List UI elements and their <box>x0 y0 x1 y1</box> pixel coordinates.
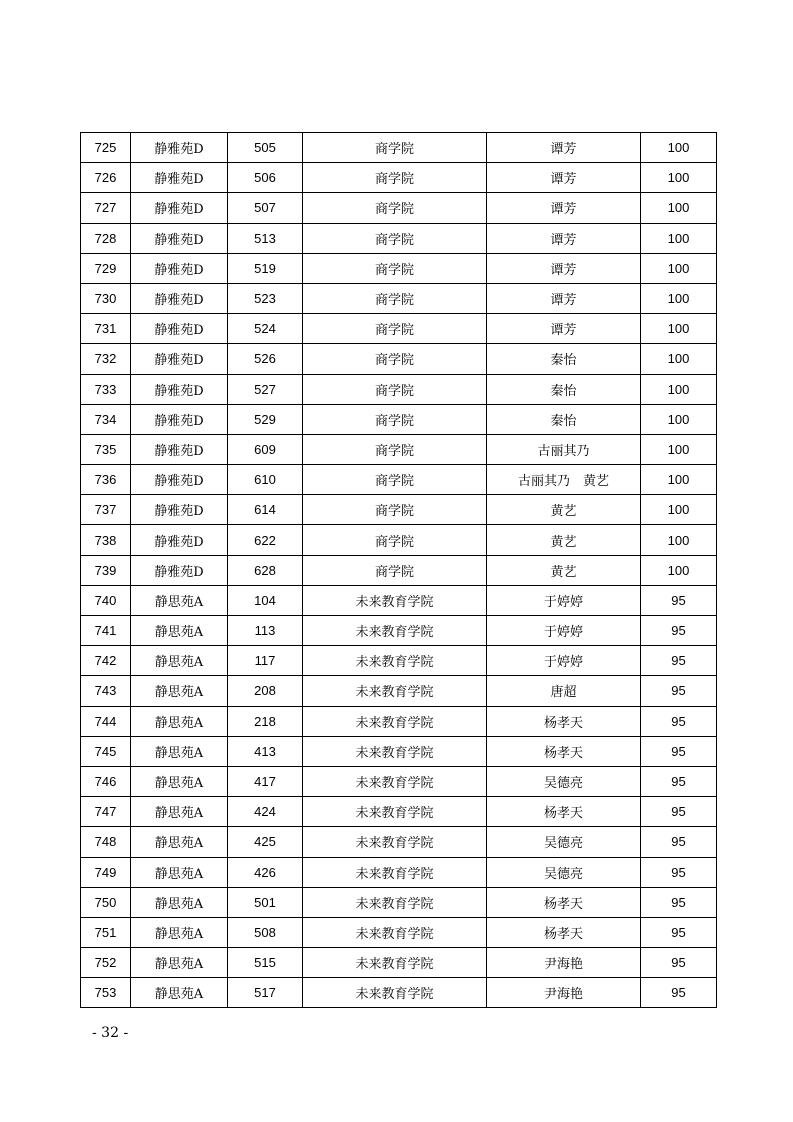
building-cell: 静思苑A <box>131 827 228 857</box>
serial-number-cell: 752 <box>81 948 131 978</box>
serial-number-cell: 729 <box>81 253 131 283</box>
college-cell: 未来教育学院 <box>303 917 487 947</box>
dormitory-score-table <box>80 132 717 1008</box>
score-cell: 95 <box>641 948 717 978</box>
room-number-cell: 104 <box>228 585 303 615</box>
score-cell: 100 <box>641 344 717 374</box>
room-number-cell: 524 <box>228 314 303 344</box>
table-row <box>81 163 717 193</box>
building-cell: 静思苑A <box>131 676 228 706</box>
building-cell: 静雅苑D <box>131 283 228 313</box>
building-cell: 静雅苑D <box>131 434 228 464</box>
counselor-cell: 杨孝天 <box>487 706 641 736</box>
college-cell: 商学院 <box>303 283 487 313</box>
college-cell: 商学院 <box>303 223 487 253</box>
counselor-cell: 谭芳 <box>487 253 641 283</box>
serial-number-cell: 728 <box>81 223 131 253</box>
score-cell: 100 <box>641 133 717 163</box>
building-cell: 静雅苑D <box>131 465 228 495</box>
serial-number-cell: 731 <box>81 314 131 344</box>
score-cell: 95 <box>641 917 717 947</box>
score-cell: 100 <box>641 434 717 464</box>
building-cell: 静思苑A <box>131 706 228 736</box>
building-cell: 静雅苑D <box>131 404 228 434</box>
building-cell: 静雅苑D <box>131 495 228 525</box>
score-cell: 95 <box>641 736 717 766</box>
counselor-cell: 黄艺 <box>487 525 641 555</box>
counselor-cell: 黄艺 <box>487 495 641 525</box>
serial-number-cell: 730 <box>81 283 131 313</box>
table-row <box>81 555 717 585</box>
table-row <box>81 736 717 766</box>
room-number-cell: 506 <box>228 163 303 193</box>
score-cell: 100 <box>641 374 717 404</box>
college-cell: 商学院 <box>303 344 487 374</box>
college-cell: 未来教育学院 <box>303 948 487 978</box>
building-cell: 静思苑A <box>131 736 228 766</box>
serial-number-cell: 750 <box>81 887 131 917</box>
room-number-cell: 417 <box>228 766 303 796</box>
counselor-cell: 秦怡 <box>487 344 641 374</box>
building-cell: 静雅苑D <box>131 555 228 585</box>
table-row <box>81 766 717 796</box>
table-row <box>81 495 717 525</box>
table-row <box>81 223 717 253</box>
college-cell: 未来教育学院 <box>303 887 487 917</box>
serial-number-cell: 727 <box>81 193 131 223</box>
counselor-cell: 杨孝天 <box>487 797 641 827</box>
room-number-cell: 529 <box>228 404 303 434</box>
room-number-cell: 526 <box>228 344 303 374</box>
building-cell: 静思苑A <box>131 978 228 1008</box>
room-number-cell: 622 <box>228 525 303 555</box>
college-cell: 商学院 <box>303 525 487 555</box>
building-cell: 静思苑A <box>131 917 228 947</box>
building-cell: 静雅苑D <box>131 344 228 374</box>
room-number-cell: 505 <box>228 133 303 163</box>
score-cell: 95 <box>641 887 717 917</box>
room-number-cell: 513 <box>228 223 303 253</box>
college-cell: 未来教育学院 <box>303 616 487 646</box>
counselor-cell: 于婷婷 <box>487 585 641 615</box>
building-cell: 静思苑A <box>131 887 228 917</box>
college-cell: 商学院 <box>303 133 487 163</box>
score-cell: 95 <box>641 978 717 1008</box>
building-cell: 静思苑A <box>131 766 228 796</box>
serial-number-cell: 740 <box>81 585 131 615</box>
room-number-cell: 609 <box>228 434 303 464</box>
college-cell: 商学院 <box>303 314 487 344</box>
counselor-cell: 谭芳 <box>487 133 641 163</box>
score-cell: 95 <box>641 585 717 615</box>
counselor-cell: 吴德亮 <box>487 827 641 857</box>
serial-number-cell: 734 <box>81 404 131 434</box>
counselor-cell: 杨孝天 <box>487 917 641 947</box>
college-cell: 商学院 <box>303 163 487 193</box>
serial-number-cell: 744 <box>81 706 131 736</box>
table-row <box>81 314 717 344</box>
table-row <box>81 434 717 464</box>
room-number-cell: 519 <box>228 253 303 283</box>
score-cell: 100 <box>641 193 717 223</box>
table-row <box>81 585 717 615</box>
counselor-cell: 谭芳 <box>487 223 641 253</box>
college-cell: 商学院 <box>303 434 487 464</box>
counselor-cell: 古丽其乃 <box>487 434 641 464</box>
table-row <box>81 978 717 1008</box>
table-row <box>81 133 717 163</box>
college-cell: 未来教育学院 <box>303 585 487 615</box>
counselor-cell: 黄艺 <box>487 555 641 585</box>
building-cell: 静雅苑D <box>131 374 228 404</box>
score-cell: 100 <box>641 525 717 555</box>
building-cell: 静雅苑D <box>131 163 228 193</box>
counselor-cell: 吴德亮 <box>487 766 641 796</box>
college-cell: 未来教育学院 <box>303 676 487 706</box>
score-cell: 100 <box>641 253 717 283</box>
building-cell: 静思苑A <box>131 646 228 676</box>
room-number-cell: 426 <box>228 857 303 887</box>
score-cell: 100 <box>641 495 717 525</box>
score-cell: 100 <box>641 314 717 344</box>
serial-number-cell: 745 <box>81 736 131 766</box>
table-row <box>81 917 717 947</box>
room-number-cell: 117 <box>228 646 303 676</box>
counselor-cell: 谭芳 <box>487 163 641 193</box>
table-row <box>81 646 717 676</box>
table-body <box>81 133 717 1008</box>
college-cell: 未来教育学院 <box>303 736 487 766</box>
building-cell: 静雅苑D <box>131 133 228 163</box>
building-cell: 静雅苑D <box>131 223 228 253</box>
table-row <box>81 827 717 857</box>
score-cell: 100 <box>641 163 717 193</box>
college-cell: 未来教育学院 <box>303 646 487 676</box>
college-cell: 未来教育学院 <box>303 827 487 857</box>
college-cell: 商学院 <box>303 404 487 434</box>
serial-number-cell: 747 <box>81 797 131 827</box>
counselor-cell: 尹海艳 <box>487 978 641 1008</box>
score-cell: 95 <box>641 616 717 646</box>
serial-number-cell: 753 <box>81 978 131 1008</box>
counselor-cell: 谭芳 <box>487 193 641 223</box>
counselor-cell: 唐超 <box>487 676 641 706</box>
serial-number-cell: 732 <box>81 344 131 374</box>
college-cell: 未来教育学院 <box>303 766 487 796</box>
building-cell: 静思苑A <box>131 585 228 615</box>
score-cell: 95 <box>641 766 717 796</box>
counselor-cell: 谭芳 <box>487 283 641 313</box>
counselor-cell: 秦怡 <box>487 404 641 434</box>
room-number-cell: 208 <box>228 676 303 706</box>
building-cell: 静雅苑D <box>131 193 228 223</box>
serial-number-cell: 742 <box>81 646 131 676</box>
serial-number-cell: 751 <box>81 917 131 947</box>
building-cell: 静雅苑D <box>131 525 228 555</box>
serial-number-cell: 737 <box>81 495 131 525</box>
room-number-cell: 413 <box>228 736 303 766</box>
college-cell: 商学院 <box>303 253 487 283</box>
page-number: - 32 - <box>92 1025 129 1041</box>
counselor-cell: 尹海艳 <box>487 948 641 978</box>
room-number-cell: 523 <box>228 283 303 313</box>
score-cell: 95 <box>641 827 717 857</box>
serial-number-cell: 735 <box>81 434 131 464</box>
table-row <box>81 797 717 827</box>
room-number-cell: 517 <box>228 978 303 1008</box>
score-cell: 95 <box>641 676 717 706</box>
table-row <box>81 857 717 887</box>
table-row <box>81 887 717 917</box>
score-cell: 100 <box>641 223 717 253</box>
building-cell: 静思苑A <box>131 948 228 978</box>
building-cell: 静思苑A <box>131 857 228 887</box>
table-row <box>81 253 717 283</box>
room-number-cell: 501 <box>228 887 303 917</box>
college-cell: 商学院 <box>303 374 487 404</box>
room-number-cell: 527 <box>228 374 303 404</box>
college-cell: 未来教育学院 <box>303 857 487 887</box>
serial-number-cell: 725 <box>81 133 131 163</box>
serial-number-cell: 743 <box>81 676 131 706</box>
serial-number-cell: 746 <box>81 766 131 796</box>
score-cell: 100 <box>641 283 717 313</box>
building-cell: 静思苑A <box>131 797 228 827</box>
serial-number-cell: 738 <box>81 525 131 555</box>
college-cell: 未来教育学院 <box>303 706 487 736</box>
counselor-cell: 谭芳 <box>487 314 641 344</box>
room-number-cell: 628 <box>228 555 303 585</box>
score-cell: 100 <box>641 404 717 434</box>
building-cell: 静雅苑D <box>131 253 228 283</box>
score-cell: 95 <box>641 857 717 887</box>
table-row <box>81 465 717 495</box>
room-number-cell: 515 <box>228 948 303 978</box>
serial-number-cell: 741 <box>81 616 131 646</box>
table-row <box>81 525 717 555</box>
counselor-cell: 秦怡 <box>487 374 641 404</box>
college-cell: 商学院 <box>303 555 487 585</box>
table-row <box>81 193 717 223</box>
score-cell: 100 <box>641 555 717 585</box>
room-number-cell: 508 <box>228 917 303 947</box>
serial-number-cell: 736 <box>81 465 131 495</box>
college-cell: 商学院 <box>303 193 487 223</box>
college-cell: 未来教育学院 <box>303 797 487 827</box>
counselor-cell: 于婷婷 <box>487 646 641 676</box>
table-row <box>81 283 717 313</box>
table-row <box>81 616 717 646</box>
college-cell: 商学院 <box>303 495 487 525</box>
table-row <box>81 676 717 706</box>
college-cell: 未来教育学院 <box>303 978 487 1008</box>
room-number-cell: 425 <box>228 827 303 857</box>
table-row <box>81 374 717 404</box>
room-number-cell: 424 <box>228 797 303 827</box>
table-row <box>81 344 717 374</box>
table-row <box>81 404 717 434</box>
serial-number-cell: 749 <box>81 857 131 887</box>
room-number-cell: 507 <box>228 193 303 223</box>
counselor-cell: 古丽其乃 黄艺 <box>487 465 641 495</box>
serial-number-cell: 733 <box>81 374 131 404</box>
counselor-cell: 于婷婷 <box>487 616 641 646</box>
score-cell: 100 <box>641 465 717 495</box>
score-cell: 95 <box>641 706 717 736</box>
score-cell: 95 <box>641 646 717 676</box>
counselor-cell: 吴德亮 <box>487 857 641 887</box>
table-row <box>81 948 717 978</box>
serial-number-cell: 739 <box>81 555 131 585</box>
counselor-cell: 杨孝天 <box>487 736 641 766</box>
building-cell: 静雅苑D <box>131 314 228 344</box>
serial-number-cell: 748 <box>81 827 131 857</box>
room-number-cell: 113 <box>228 616 303 646</box>
serial-number-cell: 726 <box>81 163 131 193</box>
counselor-cell: 杨孝天 <box>487 887 641 917</box>
room-number-cell: 610 <box>228 465 303 495</box>
college-cell: 商学院 <box>303 465 487 495</box>
room-number-cell: 614 <box>228 495 303 525</box>
room-number-cell: 218 <box>228 706 303 736</box>
building-cell: 静思苑A <box>131 616 228 646</box>
score-cell: 95 <box>641 797 717 827</box>
table-row <box>81 706 717 736</box>
